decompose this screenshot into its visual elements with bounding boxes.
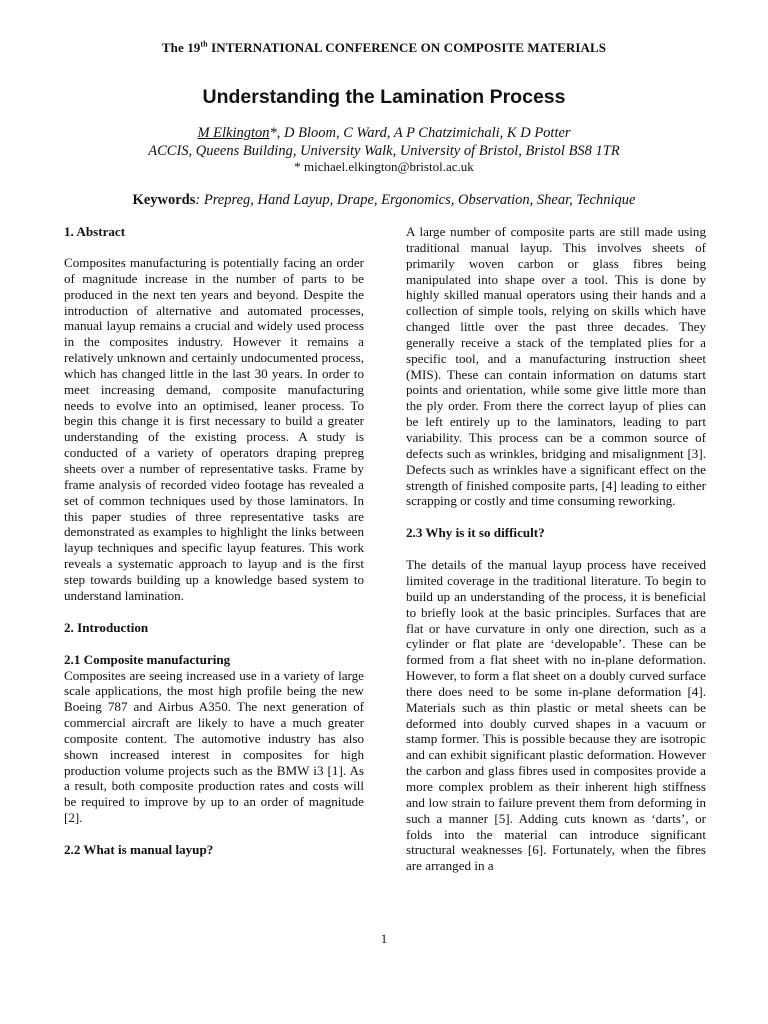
introduction-heading: 2. Introduction (64, 619, 149, 635)
right-column (406, 224, 706, 874)
section-2-2-heading: 2.2 What is manual layup? (64, 842, 214, 857)
keywords-line (0, 192, 768, 209)
author-list (0, 124, 768, 142)
corresponding-author-marker: * (269, 125, 277, 141)
section-2-1-heading: 2.1 Composite manufacturing (64, 651, 231, 667)
paper-title: Understanding the Lamination Process (202, 86, 566, 108)
abstract-text: Composites manufacturing is potentially facing an order of magnitude increase in the number of parts to be produced in the next ten years and beyond. Despite the introduction of alternative and automated processes, manual layup remains a crucial and widely used process in the composites industry. However it remains a relatively unknown and certainly undocumented process, which has changed little in the last 30 years. In order to meet increasing demand, composite manufacturing needs to evolve into an optimised, leaner process. To begin this change it is first necessary to build a greater understanding of the existing process. A study is conducted of a variety of operators draping prepreg sheets over a number of representative tasks. Frame by frame analysis of recorded video footage has revealed a set of common techniques used by those laminators. In this paper studies of three representative tasks are demonstrated as examples to highlight the links between layup techniques and specific layup features. This work reveals a systematic approach to layup and is the first step towards building up a knowledge based system to understand lamination. (64, 255, 364, 603)
left-column (64, 224, 364, 858)
conference-name: INTERNATIONAL CONFERENCE ON COMPOSITE MATERIALS (207, 40, 607, 55)
abstract-heading: 1. Abstract (64, 224, 126, 239)
keywords-label: Keywords (132, 192, 196, 208)
keywords-list: : Prepreg, Hand Layup, Drape, Ergonomics, Observation, Shear, Technique (195, 192, 636, 208)
conference-header (0, 40, 768, 56)
section-2-3-heading: 2.3 Why is it so difficult? (406, 525, 545, 541)
affiliation: ACCIS, Queens Building, University Walk, University of Bristol, Bristol BS8 1TR (148, 143, 620, 159)
first-author: M Elkington (197, 125, 270, 141)
section-2-2-text: A large number of composite parts are still made using traditional manual layup. This involves sheets of primarily woven carbon or glass fibres being manipulated into shape over a tool. This is done by highly skilled manual operators using their hands and a collection of simple tools, relying on skills which have changed little over the past three decades. They generally receive a stack of the templated plies for a specific tool, and a manufacturing instruction sheet (MIS). These can contain information on datums start points and orientation, while some give little more than the ply order. From there the correct layup of plies can be left entirely up to the laminators, leading to part variability. This process can be a common source of defects such as wrinkles, bridging and misalignment [3]. Defects such as wrinkles have a significant effect on the strength of finished composite parts, [4] leading to either scrapping or costly and time consuming reworking. (406, 224, 706, 509)
page-number: 1 (380, 931, 388, 946)
co-authors: , D Bloom, C Ward, A P Chatzimichali, K D Potter (276, 125, 571, 141)
conference-ordinal-suffix: th (200, 39, 208, 49)
conference-prefix: The 19 (161, 40, 201, 55)
section-2-3-text: The details of the manual layup process have received limited coverage in the traditional literature. To begin to build up an understanding of the process, it is beneficial to briefly look at the basic principles. Surfaces that are flat or have curvature in only one direction, such as a cylinder or flat plate are ‘developable’. These can be formed from a flat sheet with no in-plane deformation. However, to form a flat sheet on a doubly curved surface there does need to be some in-plane deformation [4]. Materials such as thin plastic or metal sheets can be deformed into doubly curved shapes in a vacuum or stamp former. This is possible because they are isotropic and can exhibit significant plastic deformation. However the carbon and glass fibres used in composites provide a more complex problem as their inherent high stiffness and low strain to failure prevent them from deforming in such a manner [5]. Adding cuts known as ‘darts’, or folds into the material can introduce significant structural weaknesses [6]. Fortunately, when the fibres are arranged in a (406, 557, 706, 874)
section-2-1-text: Composites are seeing increased use in a variety of large scale applications, the most high profile being the new Boeing 787 and Airbus A350. The next generation of commercial aircraft are likely to have a much greater composite content. The automotive industry has also shown increased interest in composites for high production volume projects such as the BMW i3 [1]. As a result, both composite production rates and costs will be required to improve by up to an order of magnitude [2]. (64, 667, 364, 826)
contact-email: * michael.elkington@bristol.ac.uk (294, 159, 474, 174)
